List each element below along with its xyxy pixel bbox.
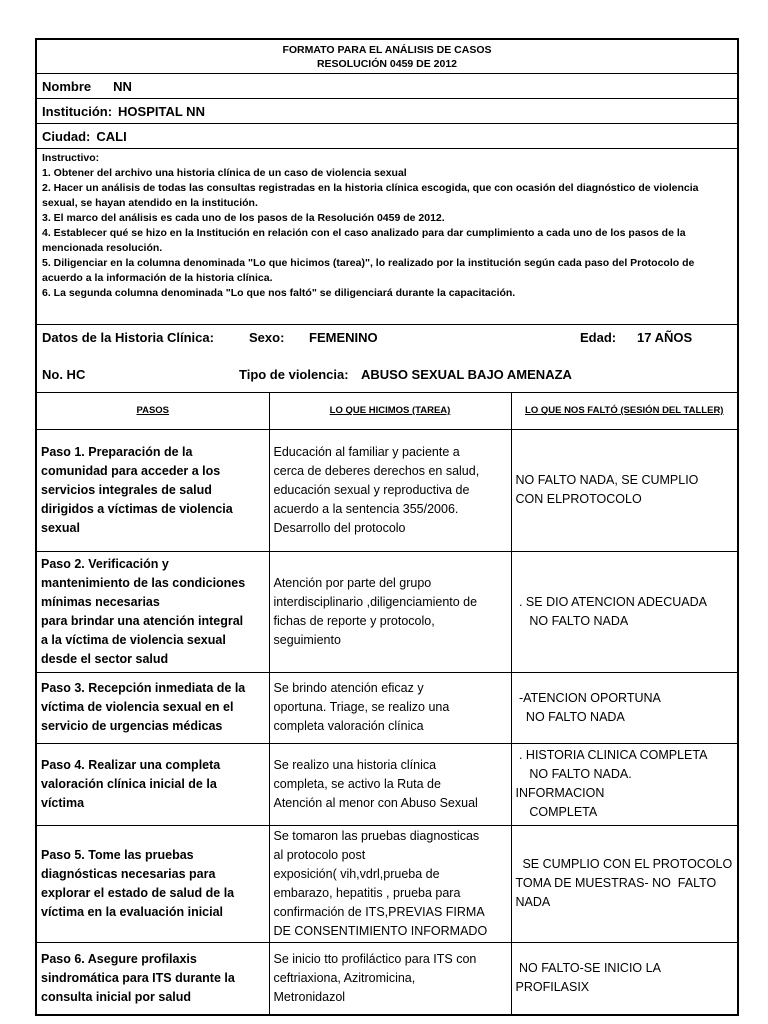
text-line: acuerdo a la sentencia 355/2006. [273, 501, 459, 516]
paso-cell [37, 743, 269, 825]
form-title-line2: RESOLUCIÓN 0459 DE 2012 [316, 58, 458, 70]
text-line: exposición( vih,vdrl,prueba de [273, 866, 440, 881]
case-analysis-form [35, 38, 739, 1016]
header-falto: LO QUE NOS FALTÓ (SESIÓN DEL TALLER) [511, 393, 737, 429]
falto-cell [511, 825, 737, 942]
text-line: NO FALTO NADA, SE CUMPLIO [515, 473, 699, 487]
header-hicimos: LO QUE HICIMOS (TAREA) [269, 393, 511, 429]
text-line: sindromática para ITS durante la [41, 970, 235, 985]
field-nombre [37, 74, 737, 99]
falto-cell [511, 942, 737, 1014]
hicimos-cell [269, 825, 511, 942]
text-line: COMPLETA [515, 805, 598, 819]
instructivo-line: 3. El marco del análisis es cada uno de los pasos de la Resolución 0459 de 2012. [42, 212, 445, 224]
falto-cell [511, 429, 737, 551]
paso-cell [37, 551, 269, 672]
falto-cell [511, 672, 737, 743]
text-line: fichas de reporte y protocolo, [273, 613, 435, 628]
text-line: desde el sector salud [41, 651, 169, 666]
sexo-value: FEMENINO [309, 330, 378, 345]
paso-cell [37, 672, 269, 743]
text-line: NO FALTO-SE INICIO LA [515, 961, 661, 976]
text-line: DE CONSENTIMIENTO INFORMADO [273, 923, 488, 938]
table-row [37, 429, 737, 551]
instructivo-line: sexual, se hayan atendido en la institución. [42, 197, 258, 209]
form-title [37, 40, 737, 74]
sexo-label: Sexo: [249, 330, 285, 345]
text-line: interdisciplinario ,diligenciamiento de [273, 594, 478, 609]
hicimos-cell [269, 942, 511, 1014]
paso-cell [37, 825, 269, 942]
text-line: NO FALTO NADA. [515, 767, 632, 781]
nombre-label: Nombre [42, 79, 92, 94]
text-line: diagnósticas necesarias para [41, 866, 216, 881]
text-line: valoración clínica inicial de la [41, 776, 217, 791]
table-row [37, 942, 737, 1014]
institucion-value: HOSPITAL NN [118, 104, 205, 119]
text-line: . SE DIO ATENCION ADECUADA [515, 594, 707, 609]
edad-value: 17 AÑOS [637, 330, 693, 345]
edad-label: Edad: [580, 330, 617, 345]
field-institucion [37, 99, 737, 124]
instructivo-heading: Instructivo: [42, 152, 100, 164]
text-line: víctima [41, 795, 85, 810]
text-line: completa valoración clínica [273, 719, 424, 733]
text-line: Desarrollo del protocolo [273, 520, 406, 535]
text-line: PROFILASIX [515, 980, 590, 995]
text-line: NO FALTO NADA [515, 613, 629, 628]
text-line: Paso 5. Tome las pruebas [41, 847, 194, 862]
text-line: a la víctima de violencia sexual [41, 632, 226, 647]
text-line: Atención al menor con Abuso Sexual [273, 795, 478, 810]
text-line: Educación al familiar y paciente a [273, 444, 460, 459]
hicimos-cell [269, 743, 511, 825]
falto-cell [511, 743, 737, 825]
text-line: completa, se activo la Ruta de [273, 776, 441, 791]
paso-cell [37, 942, 269, 1014]
text-line: Atención por parte del grupo [273, 575, 432, 590]
text-line: mantenimiento de las condiciones [41, 575, 246, 590]
text-line: víctima de violencia sexual en el [41, 700, 234, 714]
text-line: ceftriaxiona, Azitromicina, [273, 970, 416, 985]
pasos-table [37, 393, 737, 1014]
header-pasos: PASOS [37, 393, 269, 429]
text-line: dirigidos a víctimas de violencia [41, 501, 233, 516]
instructivo-line: 2. Hacer un análisis de todas las consultas registradas en la historia clínica escogida, que con ocasión del diagnóstico de violencia [42, 182, 699, 194]
no-hc-label: No. HC [42, 367, 86, 382]
paso-cell [37, 429, 269, 551]
datos-label: Datos de la Historia Clínica: [42, 330, 214, 345]
text-line: Metronidazol [273, 989, 346, 1004]
instructivo-line: 1. Obtener del archivo una historia clínica de un caso de violencia sexual [42, 167, 407, 179]
hicimos-cell [269, 672, 511, 743]
ciudad-value: CALI [96, 129, 127, 144]
text-line: . HISTORIA CLINICA COMPLETA [515, 748, 708, 762]
instructivo-line: mencionada resolución. [42, 242, 163, 254]
instructivo-line: 4. Establecer qué se hizo en la Institución en relación con el caso analizado para dar cumplimiento a cada uno de los pasos de la [42, 227, 686, 239]
table-row [37, 743, 737, 825]
instructivo-section [37, 149, 737, 325]
text-line: víctima en la evaluación inicial [41, 904, 224, 919]
text-line: SE CUMPLIO CON EL PROTOCOLO [515, 857, 733, 871]
hicimos-cell [269, 429, 511, 551]
text-line: INFORMACION [515, 786, 605, 800]
text-line: educación sexual y reproductiva de [273, 482, 470, 497]
text-line: Se inicio tto profiláctico para ITS con [273, 951, 477, 966]
text-line: embarazo, hepatitis , prueba para [273, 885, 461, 900]
hicimos-cell [269, 551, 511, 672]
field-ciudad [37, 124, 737, 149]
text-line: cerca de deberes derechos en salud, [273, 463, 480, 478]
table-row [37, 672, 737, 743]
text-line: Paso 3. Recepción inmediata de la [41, 681, 246, 695]
text-line: Se realizo una historia clínica [273, 757, 437, 772]
text-line: al protocolo post [273, 847, 366, 862]
text-line: servicio de urgencias médicas [41, 719, 223, 733]
table-header-row [37, 393, 737, 429]
text-line: -ATENCION OPORTUNA [515, 690, 661, 705]
text-line: para brindar una atención integral [41, 613, 244, 628]
text-line: NADA [515, 895, 551, 909]
text-line: Paso 6. Asegure profilaxis [41, 951, 197, 966]
instructivo-line: 5. Diligenciar en la columna denominada "Lo que hicimos (tarea)", lo realizado por la institución según cada paso del Protocolo de [42, 257, 695, 269]
text-line: Se tomaron las pruebas diagnosticas [273, 828, 480, 843]
instructivo-line: 6. La segunda columna denominada "Lo que nos faltó" se diligenciará durante la capacitación. [42, 287, 516, 299]
text-line: seguimiento [273, 632, 341, 647]
text-line: CON ELPROTOCOLO [515, 492, 642, 506]
text-line: Paso 1. Preparación de la [41, 444, 193, 459]
text-line: Paso 4. Realizar una completa [41, 757, 221, 772]
form-title-line1: FORMATO PARA EL ANÁLISIS DE CASOS [282, 44, 492, 56]
instructivo-line: acuerdo a la información de la historia clínica. [42, 272, 273, 284]
tipo-violencia-value: ABUSO SEXUAL BAJO AMENAZA [361, 367, 572, 382]
text-line: mínimas necesarias [41, 594, 160, 609]
text-line: consulta inicial por salud [41, 989, 192, 1004]
text-line: comunidad para acceder a los [41, 463, 221, 478]
text-line: TOMA DE MUESTRAS- NO FALTO [515, 876, 717, 890]
text-line: NO FALTO NADA [515, 709, 625, 724]
text-line: Paso 2. Verificación y [41, 556, 169, 571]
nombre-value: NN [113, 79, 132, 94]
table-row [37, 825, 737, 942]
text-line: oportuna. Triage, se realizo una [273, 700, 450, 714]
text-line: servicios integrales de salud [41, 482, 212, 497]
text-line: explorar el estado de salud de la [41, 885, 235, 900]
table-row [37, 551, 737, 672]
text-line: sexual [41, 520, 80, 535]
historia-clinica-section [37, 325, 737, 393]
institucion-label: Institución: [42, 104, 113, 119]
text-line: Se brindo atención eficaz y [273, 681, 424, 695]
falto-cell [511, 551, 737, 672]
tipo-violencia-label: Tipo de violencia: [239, 367, 349, 382]
text-line: confirmación de ITS,PREVIAS FIRMA [273, 904, 485, 919]
ciudad-label: Ciudad: [42, 129, 91, 144]
